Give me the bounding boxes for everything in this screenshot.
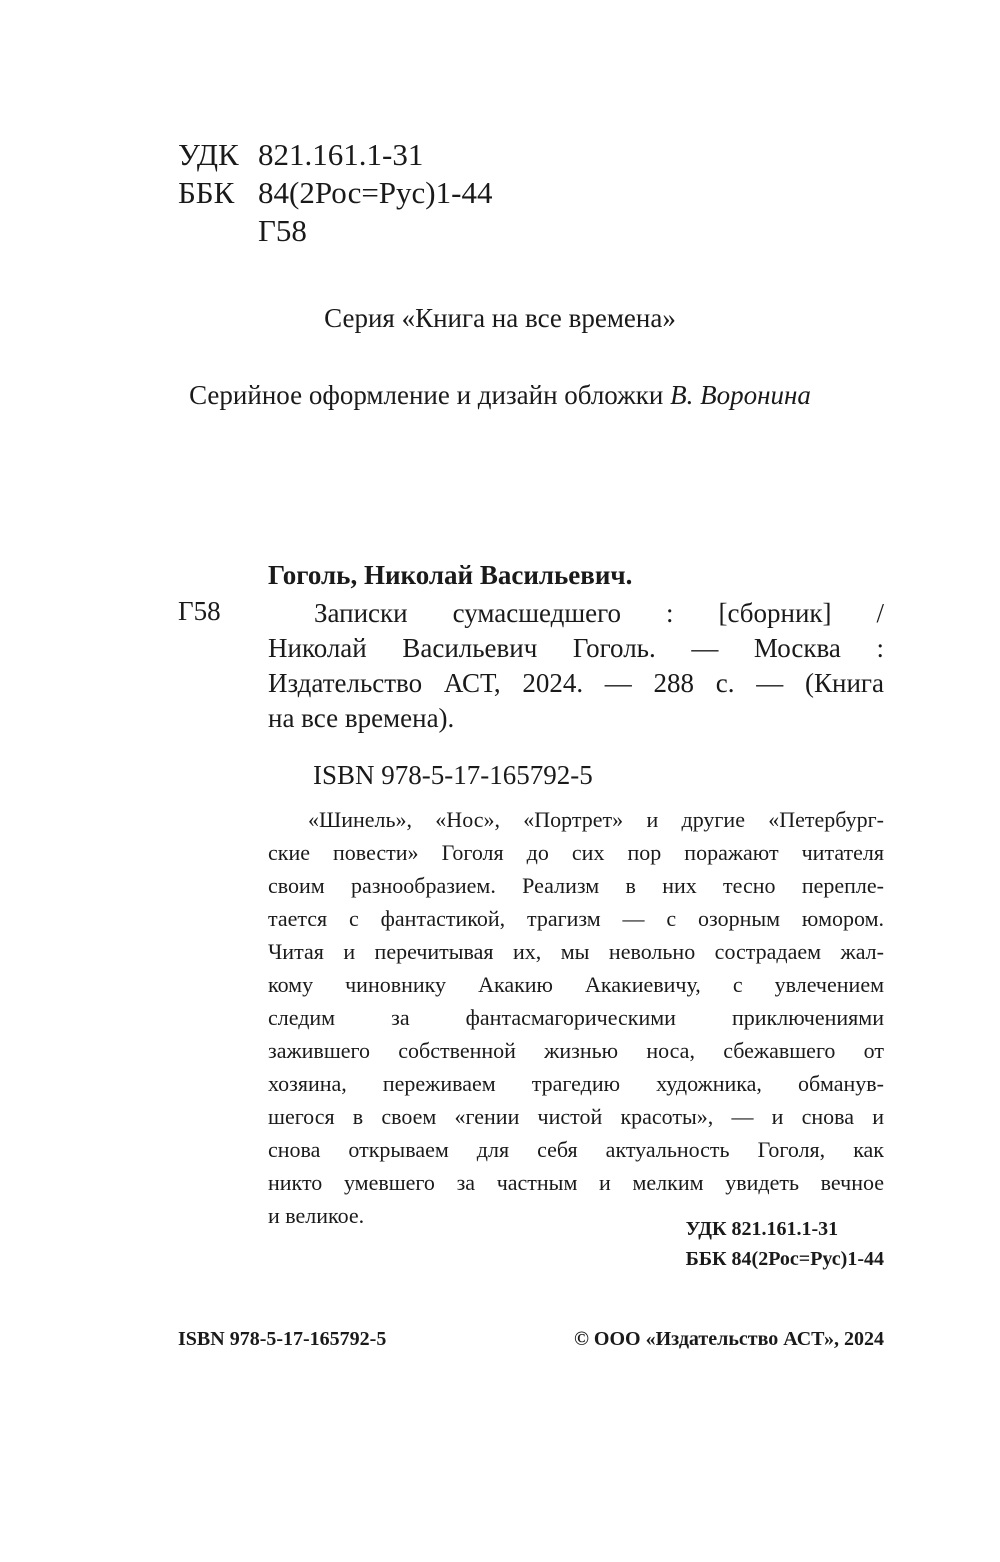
author-mark: Г58 bbox=[258, 213, 307, 248]
annotation-line: ские повести» Гоголя до сих пор поражают читателя bbox=[268, 840, 884, 865]
description-line: Издательство АСТ, 2024. — 288 с. — (Книга bbox=[268, 668, 884, 698]
annotation-line: никто умевшего за частным и мелким увидеть вечное bbox=[268, 1170, 884, 1195]
author-heading: Гоголь, Николай Васильевич. bbox=[268, 560, 633, 590]
bibliographic-description bbox=[268, 596, 884, 736]
annotation-line: своим разнообразием. Реализм в них тесно перепле- bbox=[268, 873, 884, 898]
annotation-line: и великое. bbox=[268, 1203, 365, 1228]
footer-isbn: ISBN 978-5-17-165792-5 bbox=[178, 1328, 387, 1350]
designer-name: В. Воронина bbox=[670, 380, 811, 410]
card-udk-code: УДК 821.161.1-31 bbox=[685, 1218, 839, 1240]
card-isbn: ISBN 978-5-17-165792-5 bbox=[313, 760, 593, 790]
description-line: Записки сумасшедшего : [сборник] / bbox=[314, 598, 884, 628]
description-line: Николай Васильевич Гоголь. — Москва : bbox=[268, 633, 884, 663]
footer-copyright: © ООО «Издательство АСТ», 2024 bbox=[573, 1328, 884, 1350]
design-credit-text: Серийное оформление и дизайн обложки bbox=[189, 380, 671, 410]
annotation-line: шегося в своем «гении чистой красоты», — и снова и bbox=[268, 1104, 884, 1129]
annotation-line: тается с фантастикой, трагизм — с озорным юмором. bbox=[268, 906, 884, 931]
bbk-value: 84(2Рос=Рус)1-44 bbox=[258, 175, 493, 210]
card-author-mark: Г58 bbox=[178, 596, 221, 626]
annotation-line: зажившего собственной жизнью носа, сбежавшего от bbox=[268, 1038, 884, 1063]
udk-label: УДК bbox=[178, 137, 239, 172]
annotation-line: хозяина, переживаем трагедию художника, обманув- bbox=[268, 1071, 884, 1096]
card-bbk-code: ББК 84(2Рос=Рус)1-44 bbox=[685, 1248, 884, 1270]
series-line: Серия «Книга на все времена» bbox=[324, 303, 676, 333]
udk-value: 821.161.1-31 bbox=[258, 137, 424, 172]
annotation-line: «Шинель», «Нос», «Портрет» и другие «Петербург- bbox=[308, 807, 884, 832]
annotation-line: кому чиновнику Акакию Акакиевичу, с увлечением bbox=[268, 972, 884, 997]
annotation-line: Читая и перечитывая их, мы невольно сострадаем жал- bbox=[268, 939, 884, 964]
description-line: на все времена). bbox=[268, 703, 455, 733]
annotation-line: следим за фантасмагорическими приключениями bbox=[268, 1005, 884, 1030]
bbk-label: ББК bbox=[178, 175, 235, 210]
design-credit bbox=[0, 380, 1000, 411]
card-classification-codes bbox=[686, 1214, 884, 1274]
annotation-line: снова открываем для себя актуальность Гоголя, как bbox=[268, 1137, 884, 1162]
annotation bbox=[268, 803, 884, 1232]
